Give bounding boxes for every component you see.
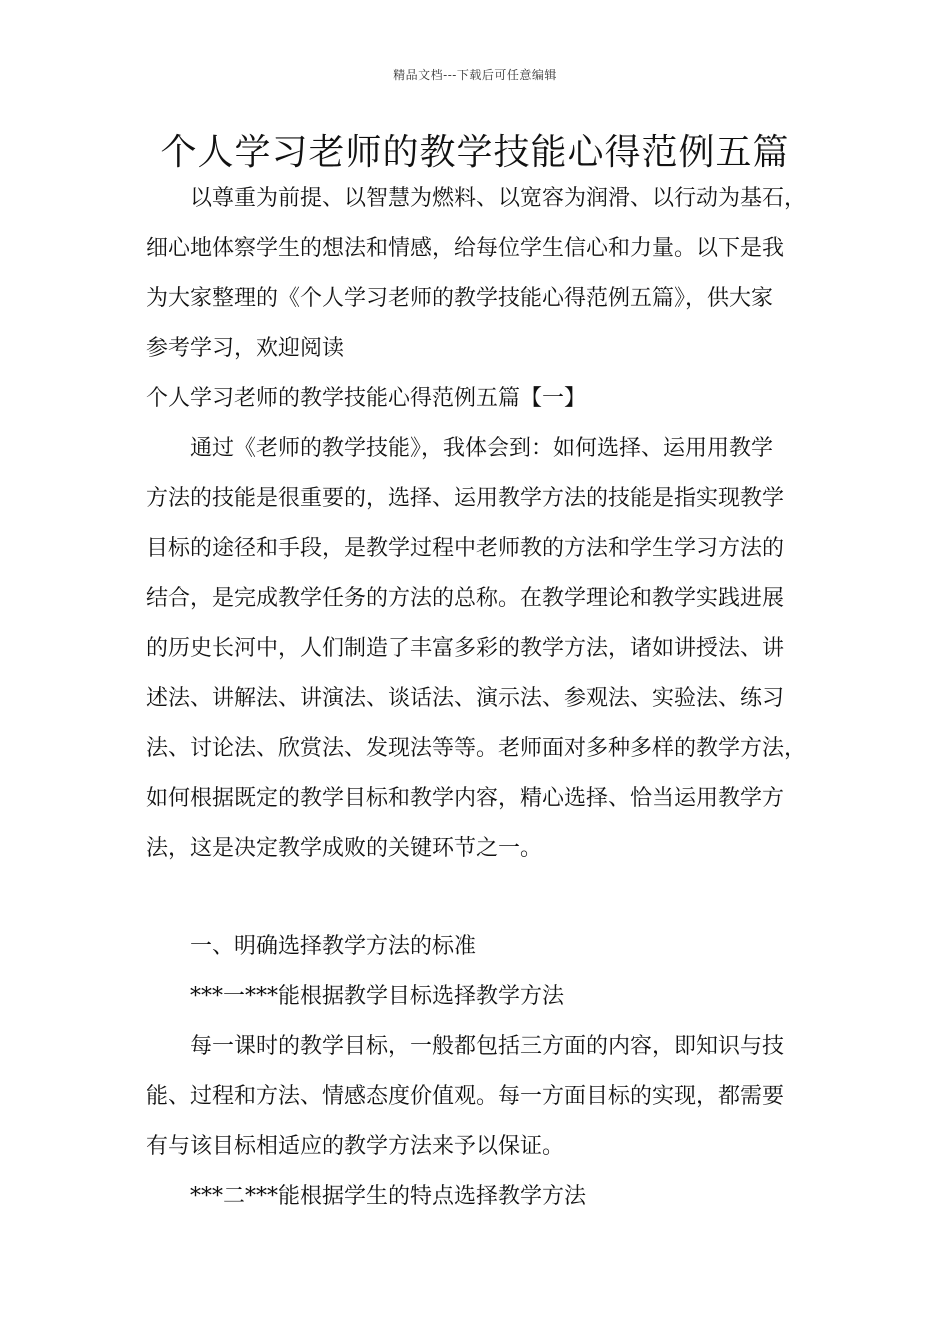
subheading-goal-method: ***一***能根据教学目标选择教学方法: [190, 984, 565, 1009]
paragraph-line: 如何根据既定的教学目标和教学内容，精心选择、恰当运用教学方: [146, 786, 785, 811]
paragraph-line: 法，这是决定教学成败的关键环节之一。: [146, 836, 543, 861]
section-heading: 个人学习老师的教学技能心得范例五篇【一】: [146, 386, 587, 411]
paragraph-two: [146, 1022, 826, 1172]
paragraph-line: 结合，是完成教学任务的方法的总称。在教学理论和教学实践进展: [146, 586, 785, 611]
intro-line: 参考学习，欢迎阅读: [146, 336, 345, 361]
intro-paragraph: [146, 174, 826, 374]
paragraph-line: 的历史长河中，人们制造了丰富多彩的教学方法，诸如讲授法、讲: [146, 636, 785, 661]
paragraph-line: 述法、讲解法、讲演法、谈话法、演示法、参观法、实验法、练习: [146, 686, 785, 711]
section-heading-block: [146, 374, 826, 424]
paragraph-line: 法、讨论法、欣赏法、发现法等等。老师面对多种多样的教学方法，: [146, 736, 807, 761]
document-title: 个人学习老师的教学技能心得范例五篇: [160, 132, 790, 173]
paragraph-one: [146, 424, 826, 874]
paragraph-line: 每一课时的教学目标，一般都包括三方面的内容，即知识与技: [190, 1034, 785, 1059]
paragraph-line: 有与该目标相适应的教学方法来予以保证。: [146, 1134, 565, 1159]
subheading-block-two: [146, 1172, 826, 1222]
paragraph-line: 通过《老师的教学技能》，我体会到：如何选择、运用用教学: [190, 436, 774, 461]
intro-line: 细心地体察学生的想法和情感，给每位学生信心和力量。以下是我: [146, 236, 785, 261]
paragraph-line: 方法的技能是很重要的，选择、运用教学方法的技能是指实现教学: [146, 486, 785, 511]
header-note: 精品文档---下载后可任意编辑: [393, 68, 557, 82]
subheading-criteria: 一、明确选择教学方法的标准: [190, 934, 477, 959]
subheading-block-one: [146, 922, 826, 1022]
intro-line: 以尊重为前提、以智慧为燃料、以宽容为润滑、以行动为基石，: [190, 186, 807, 211]
paragraph-line: 目标的途径和手段，是教学过程中老师教的方法和学生学习方法的: [146, 536, 785, 561]
subheading-student-method: ***二***能根据学生的特点选择教学方法: [190, 1184, 587, 1209]
paragraph-line: 能、过程和方法、情感态度价值观。每一方面目标的实现，都需要: [146, 1084, 785, 1109]
intro-line: 为大家整理的《个人学习老师的教学技能心得范例五篇》，供大家: [146, 286, 774, 311]
